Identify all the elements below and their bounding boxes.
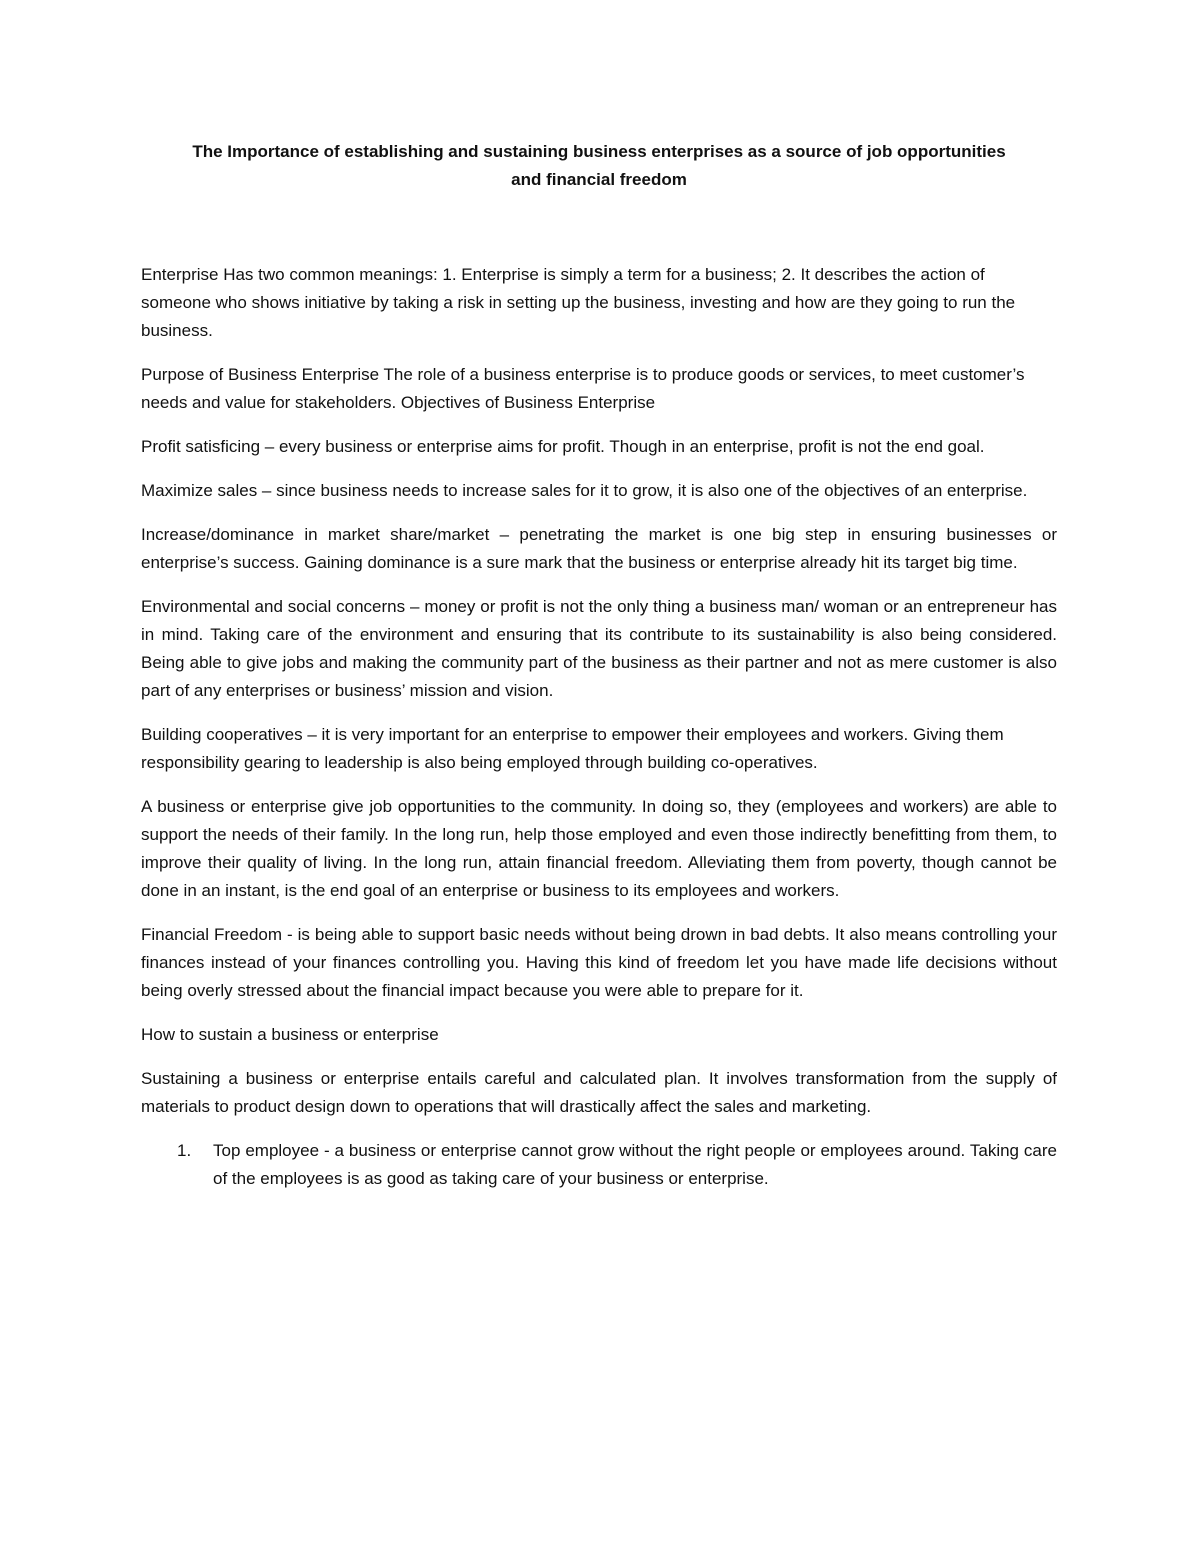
document-title-line-2: and financial freedom [511,170,687,189]
paragraph-maximize-sales: Maximize sales – since business needs to increase sales for it to grow, it is also one of the objectives of an enterprise. [141,481,1028,500]
paragraph-profit-satisficing: Profit satisficing – every business or enterprise aims for profit. Though in an enterprise, profit is not the end goal. [141,437,985,456]
list-item [141,1137,1057,1193]
document-title-line-1: The Importance of establishing and sustaining business enterprises as a source of job opportunities [192,142,1006,161]
document-title [141,138,1057,194]
list-item-text: Top employee - a business or enterprise cannot grow without the right people or employees around. Taking care of the employees is as good as taking care of your business or enterprise. [213,1141,1057,1188]
paragraph-environmental-social: Environmental and social concerns – money or profit is not the only thing a business man/ woman or an entrepreneur has in mind. Taking care of the environment and ensuring that its contribute to its sustainability is also being considered. Being able to give jobs and making the community part of the business as their partner and not as mere customer is also part of any enterprises or business’ mission and vision. [141,597,1057,700]
paragraph-enterprise-meanings: Enterprise Has two common meanings: 1. Enterprise is simply a term for a business; 2. It describes the action of someone who shows initiative by taking a risk in setting up the business, investing and how are they going to run the business. [141,265,1016,340]
list-item-number: 1. [177,1141,192,1160]
paragraph-purpose: Purpose of Business Enterprise The role of a business enterprise is to produce goods or services, to meet customer’s needs and value for stakeholders. Objectives of Business Enterprise [141,365,1025,412]
sustain-list [141,1137,1057,1193]
paragraph-job-opportunities: A business or enterprise give job opportunities to the community. In doing so, they (employees and workers) are able to support the needs of their family. In the long run, help those employed and even those indirectly benefitting from them, to improve their quality of living. In the long run, attain financial freedom. Alleviating them from poverty, though cannot be done in an instant, is the end goal of an enterprise or business to its employees and workers. [141,797,1057,900]
paragraph-financial-freedom: Financial Freedom - is being able to support basic needs without being drown in bad debts. It also means controlling your finances instead of your finances controlling you. Having this kind of freedom let you have made life decisions without being overly stressed about the financial impact because you were able to prepare for it. [141,925,1057,1000]
document-page [141,138,1057,1193]
paragraph-market-share: Increase/dominance in market share/market – penetrating the market is one big step in ensuring businesses or enterprise’s success. Gaining dominance is a sure mark that the business or enterprise already hit its target big time. [141,525,1057,572]
paragraph-sustaining: Sustaining a business or enterprise entails careful and calculated plan. It involves transformation from the supply of materials to product design down to operations that will drastically affect the sales and marketing. [141,1069,1057,1116]
paragraph-how-to-sustain: How to sustain a business or enterprise [141,1025,439,1044]
paragraph-building-cooperatives: Building cooperatives – it is very important for an enterprise to empower their employees and workers. Giving them responsibility gearing to leadership is also being employed through building co-operatives. [141,725,1004,772]
